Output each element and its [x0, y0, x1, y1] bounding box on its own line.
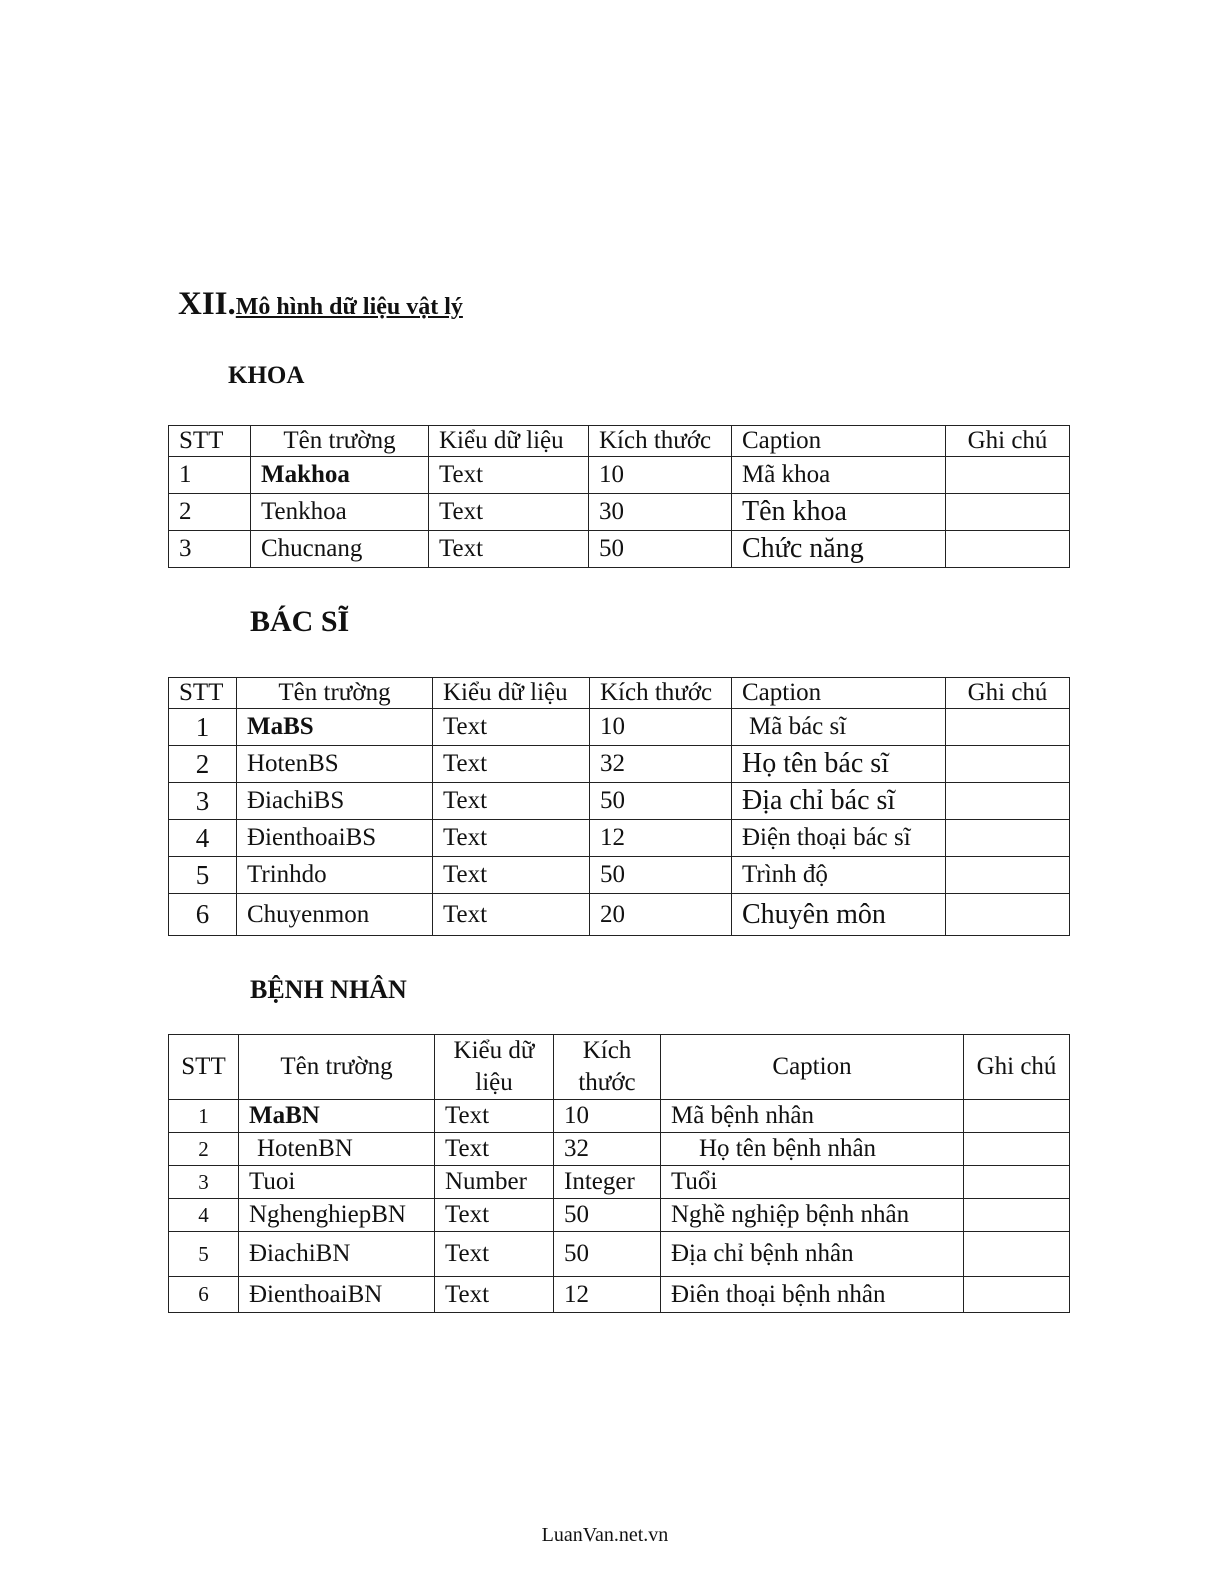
cell-field-name: ĐiachiBS [237, 783, 433, 820]
cell-field-name: MaBS [237, 709, 433, 746]
cell-stt: 1 [169, 709, 237, 746]
header-kich-thuoc: Kích thước [589, 426, 732, 457]
cell-field-name: Makhoa [251, 457, 429, 494]
cell-field-name: ĐienthoaiBN [239, 1277, 435, 1313]
cell-data-type: Text [435, 1232, 554, 1277]
cell-data-type: Text [433, 746, 590, 783]
cell-stt: 3 [169, 1166, 239, 1199]
cell-stt: 6 [169, 1277, 239, 1313]
cell-field-name: Tenkhoa [251, 494, 429, 531]
cell-note [946, 494, 1070, 531]
cell-note [964, 1133, 1070, 1166]
cell-size: 50 [554, 1199, 661, 1232]
table-title-bac-si: BÁC SĨ [250, 605, 350, 638]
table-row [169, 1100, 1070, 1133]
cell-stt: 3 [169, 783, 237, 820]
cell-stt: 4 [169, 820, 237, 857]
table-title-benh-nhan: BỆNH NHÂN [250, 975, 407, 1004]
cell-note [946, 709, 1070, 746]
table-row [169, 783, 1070, 820]
cell-field-name: ĐiachiBN [239, 1232, 435, 1277]
cell-caption: Địa chỉ bác sĩ [732, 783, 946, 820]
cell-stt: 5 [169, 1232, 239, 1277]
header-caption: Caption [732, 678, 946, 709]
cell-note [946, 531, 1070, 568]
cell-stt: 3 [169, 531, 251, 568]
cell-stt: 5 [169, 857, 237, 894]
table-bac-si [168, 677, 1070, 936]
table-khoa [168, 425, 1070, 568]
table-row [169, 709, 1070, 746]
cell-caption: Chức năng [732, 531, 946, 568]
header-kieu-du-lieu: Kiểu dữ liệu [433, 678, 590, 709]
table-header-row [169, 678, 1070, 709]
cell-caption: Tên khoa [732, 494, 946, 531]
cell-field-name: HotenBN [239, 1133, 435, 1166]
cell-caption: Họ tên bệnh nhân [661, 1133, 964, 1166]
cell-caption: Điên thoại bệnh nhân [661, 1277, 964, 1313]
table-row [169, 1199, 1070, 1232]
header-ghi-chu: Ghi chú [964, 1035, 1070, 1100]
table-row [169, 1166, 1070, 1199]
cell-stt: 2 [169, 494, 251, 531]
cell-data-type: Text [435, 1277, 554, 1313]
cell-stt: 2 [169, 1133, 239, 1166]
cell-data-type: Text [433, 709, 590, 746]
cell-field-name: ĐienthoaiBS [237, 820, 433, 857]
header-stt: STT [169, 678, 237, 709]
cell-size: Integer [554, 1166, 661, 1199]
cell-data-type: Text [433, 857, 590, 894]
table-row [169, 494, 1070, 531]
cell-size: 10 [590, 709, 732, 746]
header-kich-thuoc: Kích thước [554, 1035, 661, 1100]
header-ten-truong: Tên trường [251, 426, 429, 457]
header-caption: Caption [732, 426, 946, 457]
table-row [169, 531, 1070, 568]
cell-data-type: Text [433, 783, 590, 820]
cell-data-type: Number [435, 1166, 554, 1199]
cell-stt: 2 [169, 746, 237, 783]
header-stt: STT [169, 426, 251, 457]
header-kich-thuoc: Kích thước [590, 678, 732, 709]
cell-caption: Nghề nghiệp bệnh nhân [661, 1199, 964, 1232]
cell-note [964, 1100, 1070, 1133]
cell-data-type: Text [429, 531, 589, 568]
table-row [169, 1232, 1070, 1277]
cell-size: 50 [590, 857, 732, 894]
cell-note [946, 894, 1070, 936]
header-caption: Caption [661, 1035, 964, 1100]
table-row [169, 1277, 1070, 1313]
cell-caption: Trình độ [732, 857, 946, 894]
header-ghi-chu: Ghi chú [946, 678, 1070, 709]
cell-data-type: Text [429, 457, 589, 494]
cell-field-name: Trinhdo [237, 857, 433, 894]
cell-size: 30 [589, 494, 732, 531]
table-row [169, 857, 1070, 894]
cell-stt: 6 [169, 894, 237, 936]
cell-stt: 1 [169, 1100, 239, 1133]
cell-size: 32 [554, 1133, 661, 1166]
cell-caption: Mã khoa [732, 457, 946, 494]
cell-field-name: HotenBS [237, 746, 433, 783]
table-row [169, 457, 1070, 494]
footer-source: LuanVan.net.vn [541, 1524, 669, 1546]
cell-note [946, 783, 1070, 820]
table-benh-nhan [168, 1034, 1070, 1313]
cell-caption: Mã bệnh nhân [661, 1100, 964, 1133]
cell-note [946, 746, 1070, 783]
cell-caption: Mã bác sĩ [732, 709, 946, 746]
cell-caption: Họ tên bác sĩ [732, 746, 946, 783]
cell-size: 10 [554, 1100, 661, 1133]
cell-data-type: Text [433, 894, 590, 936]
cell-caption: Chuyên môn [732, 894, 946, 936]
section-number: XII. [178, 286, 236, 322]
header-ghi-chu: Ghi chú [946, 426, 1070, 457]
section-title: Mô hình dữ liệu vật lý [235, 294, 463, 320]
cell-note [964, 1232, 1070, 1277]
cell-field-name: Chucnang [251, 531, 429, 568]
cell-size: 12 [554, 1277, 661, 1313]
cell-field-name: Tuoi [239, 1166, 435, 1199]
cell-size: 20 [590, 894, 732, 936]
cell-note [946, 857, 1070, 894]
header-kieu-du-lieu: Kiểu dữ liệu [435, 1035, 554, 1100]
cell-size: 50 [589, 531, 732, 568]
cell-size: 50 [590, 783, 732, 820]
cell-data-type: Text [435, 1100, 554, 1133]
cell-size: 12 [590, 820, 732, 857]
header-ten-truong: Tên trường [237, 678, 433, 709]
cell-data-type: Text [435, 1199, 554, 1232]
table-row [169, 894, 1070, 936]
cell-data-type: Text [435, 1133, 554, 1166]
cell-stt: 1 [169, 457, 251, 494]
table-row [169, 1133, 1070, 1166]
cell-note [946, 820, 1070, 857]
table-header-row [169, 426, 1070, 457]
header-kieu-du-lieu: Kiểu dữ liệu [429, 426, 589, 457]
cell-stt: 4 [169, 1199, 239, 1232]
cell-field-name: MaBN [239, 1100, 435, 1133]
table-header-row [169, 1035, 1070, 1100]
cell-caption: Tuổi [661, 1166, 964, 1199]
cell-size: 32 [590, 746, 732, 783]
cell-size: 50 [554, 1232, 661, 1277]
header-stt: STT [169, 1035, 239, 1100]
cell-field-name: Chuyenmon [237, 894, 433, 936]
header-ten-truong: Tên trường [239, 1035, 435, 1100]
cell-note [946, 457, 1070, 494]
table-row [169, 746, 1070, 783]
cell-note [964, 1277, 1070, 1313]
cell-caption: Điện thoại bác sĩ [732, 820, 946, 857]
cell-note [964, 1199, 1070, 1232]
table-title-khoa: KHOA [228, 362, 305, 389]
cell-note [964, 1166, 1070, 1199]
cell-field-name: NghenghiepBN [239, 1199, 435, 1232]
section-heading [178, 286, 463, 323]
cell-caption: Địa chỉ bệnh nhân [661, 1232, 964, 1277]
cell-data-type: Text [429, 494, 589, 531]
cell-data-type: Text [433, 820, 590, 857]
cell-size: 10 [589, 457, 732, 494]
table-row [169, 820, 1070, 857]
